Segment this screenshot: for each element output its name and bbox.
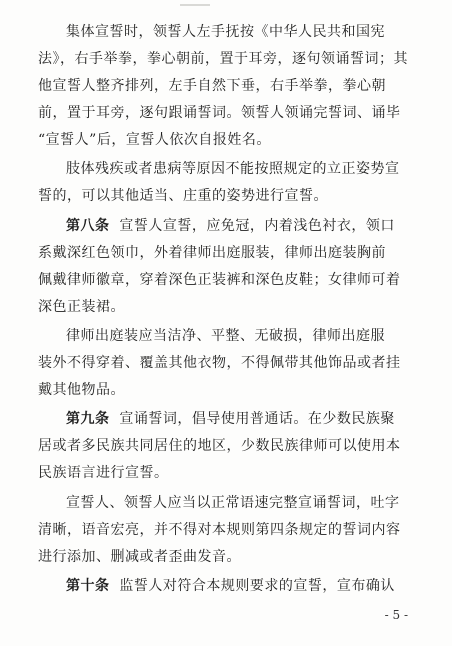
text-line: 居或者多民族共同居住的地区，少数民族律师可以使用本 xyxy=(38,438,401,455)
paragraph-recitation xyxy=(38,490,423,571)
text-line xyxy=(38,213,423,240)
text-line: 前，置于耳旁，逐句跟诵誓词。领誓人领诵完誓词、诵毕 xyxy=(38,105,401,122)
text-line: 进行添加、删减或者歪曲发音。 xyxy=(38,548,241,565)
text-line xyxy=(38,573,423,600)
text-line: 清晰，语音宏亮，并不得对本规则第四条规定的誓词内容 xyxy=(38,521,401,538)
text-line: 法》，右手举拳，拳心朝前，置于耳旁，逐句领诵誓词；其 xyxy=(38,51,408,68)
text-line: 装外不得穿着、覆盖其他衣物，不得佩带其他饰品或者挂 xyxy=(38,355,401,372)
paragraph-article-10 xyxy=(38,573,423,600)
paragraph-disability xyxy=(38,156,423,210)
text-line: “宣誓人”后，宣誓人依次自报姓名。 xyxy=(38,132,271,149)
text-line: 系戴深红色领巾，外着律师出庭服装，律师出庭装胸前 xyxy=(38,244,386,261)
text-line: 誓的，可以其他适当、庄重的姿势进行宣誓。 xyxy=(38,188,328,205)
scan-mark xyxy=(180,4,210,6)
paragraph-article-8 xyxy=(38,213,423,321)
article-text: 监誓人对符合本规则要求的宣誓，宣布确认 xyxy=(119,577,395,594)
text-line: 深色正装裙。 xyxy=(38,298,125,315)
text-line: 宣誓人、领誓人应当以正常语速完整宣诵誓词，吐字 xyxy=(66,494,400,511)
article-number: 第九条 xyxy=(66,411,110,428)
text-line: 戴其他物品。 xyxy=(38,382,125,399)
text-line: 律师出庭装应当洁净、平整、无破损，律师出庭服 xyxy=(66,328,385,344)
text-line: 民族语言进行宣誓。 xyxy=(38,465,169,482)
article-text: 宣诵誓词，倡导使用普通话。在少数民族聚 xyxy=(119,411,395,428)
paragraph-article-9 xyxy=(38,406,423,487)
paragraph-collective-oath xyxy=(38,19,423,154)
text-line: 肢体残疾或者患病等原因不能按照规定的立正姿势宣 xyxy=(66,161,400,178)
text-line: 他宣誓人整齐排列，左手自然下垂，右手举拳，拳心朝 xyxy=(38,78,386,95)
paragraph-attire xyxy=(38,323,423,404)
article-number: 第八条 xyxy=(66,217,110,234)
article-number: 第十条 xyxy=(66,577,110,594)
article-text: 宣誓人宣誓，应免冠，内着浅色衬衣，领口 xyxy=(119,217,395,234)
page-number: - 5 - xyxy=(384,608,408,622)
text-line xyxy=(38,406,423,433)
text-line: 集体宣誓时，领誓人左手抚按《中华人民共和国宪 xyxy=(66,24,385,40)
text-line: 佩戴律师徽章，穿着深色正装裤和深色皮鞋；女律师可着 xyxy=(38,271,401,288)
